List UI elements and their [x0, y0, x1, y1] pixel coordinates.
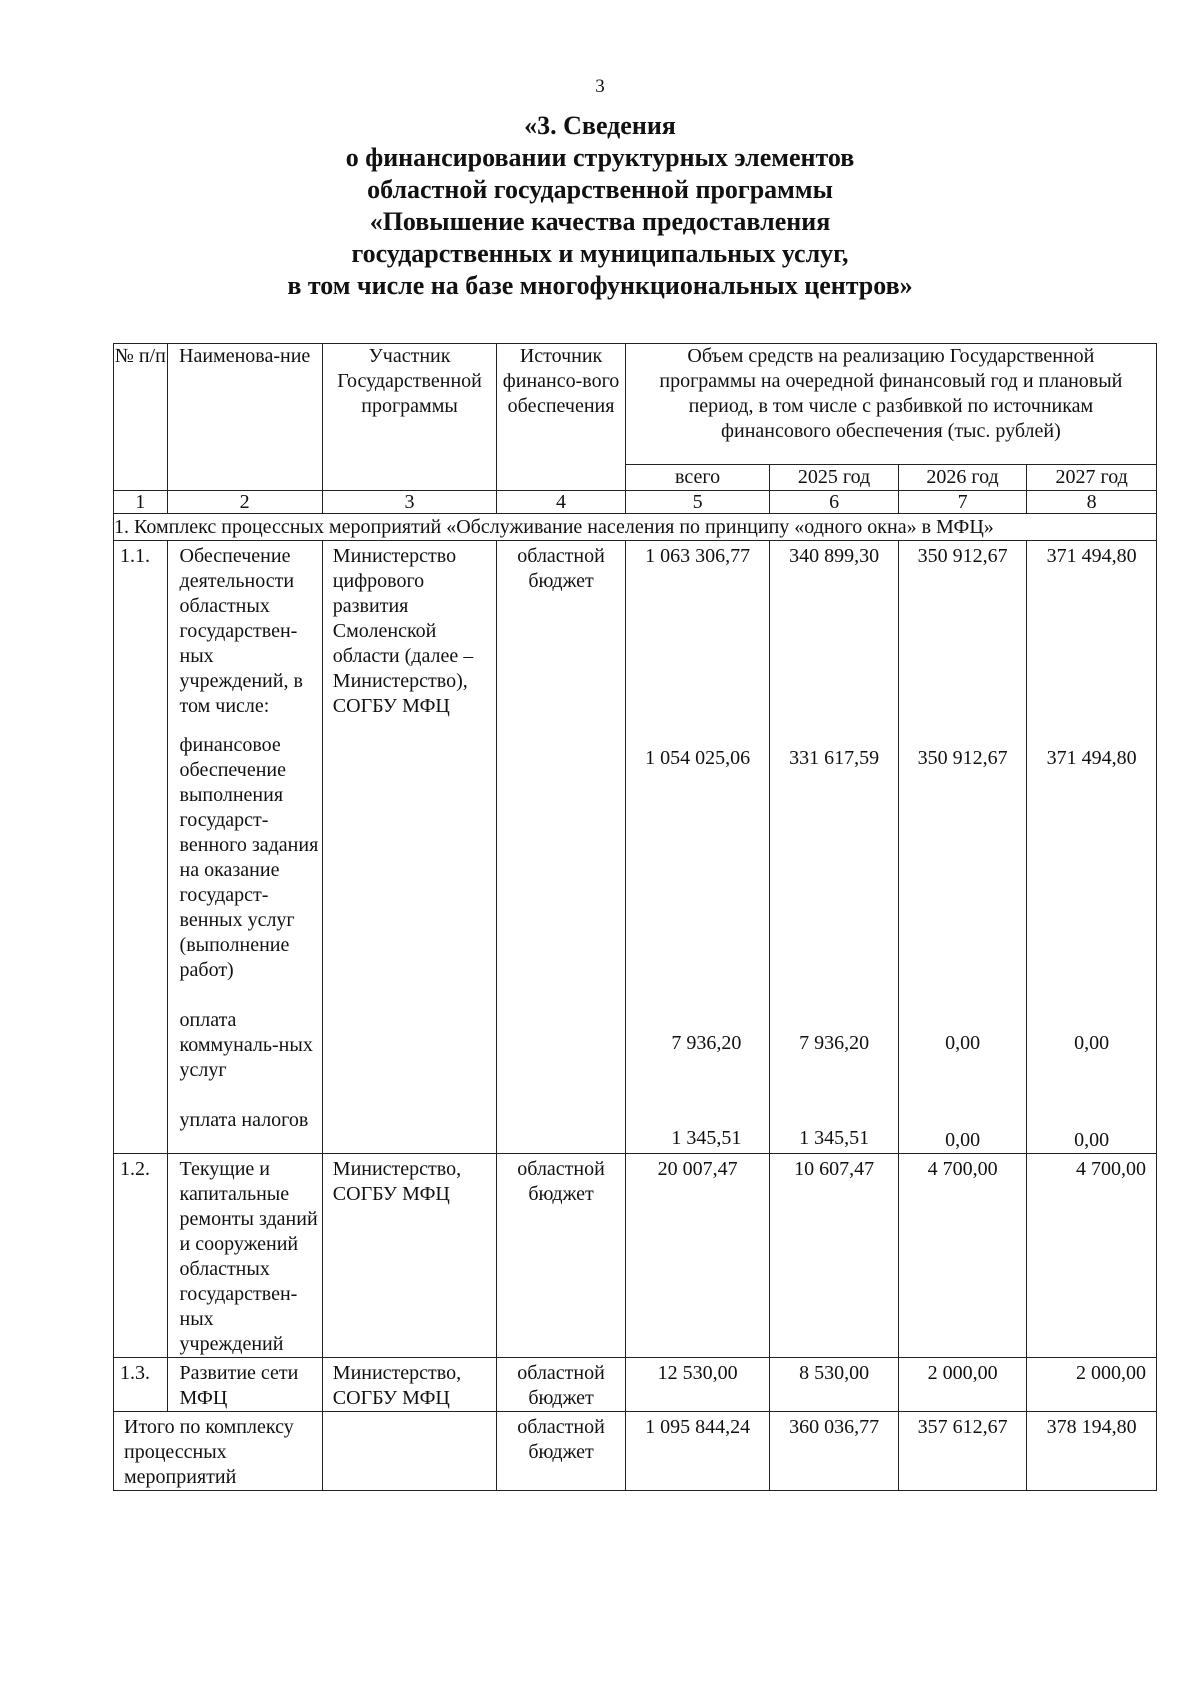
sub-2025: 7 936,20: [799, 1032, 870, 1054]
section-row: [114, 514, 1157, 541]
total-2025: 360 036,77: [770, 1412, 898, 1491]
table-row: [114, 1154, 1157, 1358]
row-2025: 340 899,30: [789, 545, 880, 567]
header-name: Наименова-ние: [167, 344, 322, 491]
row-2026: 2 000,00: [898, 1358, 1026, 1412]
sub-item-name: финансовое обеспечение выполнения государст-венного задания на оказание государст-венных услуг (выполнение работ): [179, 734, 319, 981]
sub-item-name: оплата коммуналь-ных услуг: [179, 1009, 313, 1081]
row-2027: 4 700,00: [1027, 1154, 1157, 1358]
title-line: государственных и муниципальных услуг,: [351, 239, 849, 268]
column-number: 8: [1027, 491, 1157, 514]
sub-2027: 371 494,80: [1046, 747, 1137, 769]
row-number: 1.1.: [114, 541, 168, 1154]
total-2026: 357 612,67: [898, 1412, 1026, 1491]
row-number: 1.2.: [114, 1154, 168, 1358]
row-2025-cell: [770, 541, 898, 1154]
sub-2025: 1 345,51: [799, 1127, 870, 1149]
row-name: Обеспечение деятельности областных государствен-ных учреждений, в том числе:: [179, 545, 303, 717]
row-total: 12 530,00: [625, 1358, 770, 1412]
header-participant: Участник Государственной программы: [322, 344, 497, 491]
row-2025: 8 530,00: [770, 1358, 898, 1412]
sub-2027: 0,00: [1074, 1032, 1110, 1054]
table-row: [114, 1358, 1157, 1412]
row-total: 20 007,47: [625, 1154, 770, 1358]
row-source: областной бюджет: [497, 1358, 625, 1412]
row-2025: 10 607,47: [770, 1154, 898, 1358]
column-number: 2: [167, 491, 322, 514]
title-line: «3. Сведения: [524, 111, 676, 140]
column-number: 5: [625, 491, 770, 514]
row-source: областной бюджет: [497, 1154, 625, 1358]
row-2027-cell: [1027, 541, 1157, 1154]
sub-2026: 0,00: [945, 1129, 981, 1151]
column-number-row: [114, 491, 1157, 514]
row-name: Текущие и капитальные ремонты зданий и сооружений областных государствен-ных учреждений: [167, 1154, 322, 1358]
sub-2026: 350 912,67: [917, 747, 1008, 769]
table-row: [114, 541, 1157, 1154]
title-line: областной государственной программы: [367, 175, 833, 204]
sub-item-name: уплата налогов: [179, 1109, 309, 1131]
row-total: 1 063 306,77: [645, 545, 751, 567]
column-number: 4: [497, 491, 625, 514]
header-2025: 2025 год: [770, 465, 898, 491]
document-title: [0, 110, 1200, 302]
total-2027: 378 194,80: [1027, 1412, 1157, 1491]
column-number: 1: [114, 491, 168, 514]
row-2026-cell: [898, 541, 1026, 1154]
row-name-cell: [167, 541, 322, 1154]
row-source: областной бюджет: [497, 541, 625, 1154]
total-row: [114, 1412, 1157, 1491]
title-line: о финансировании структурных элементов: [345, 143, 855, 172]
row-participant: Министерство цифрового развития Смоленской области (далее – Министерство), СОГБУ МФЦ: [322, 541, 497, 1154]
header-total: всего: [625, 465, 770, 491]
financing-table: [113, 343, 1157, 1491]
header-row: [114, 344, 1157, 465]
sub-total: 1 054 025,06: [645, 747, 751, 769]
header-volume: Объем средств на реализацию Государственной программы на очередной финансовый год и плановый период, в том числе с разбивкой по источникам финансового обеспечения (тыс. рублей): [625, 344, 1156, 465]
sub-2027: 0,00: [1074, 1129, 1110, 1151]
header-source: Источник финансо-вого обеспечения: [497, 344, 625, 491]
total-participant-empty: [322, 1412, 497, 1491]
row-name: Развитие сети МФЦ: [167, 1358, 322, 1412]
total-source: областной бюджет: [497, 1412, 625, 1491]
sub-2025: 331 617,59: [789, 747, 880, 769]
column-number: 3: [322, 491, 497, 514]
row-participant: Министерство, СОГБУ МФЦ: [322, 1358, 497, 1412]
sub-2026: 0,00: [945, 1032, 981, 1054]
column-number: 7: [898, 491, 1026, 514]
row-2027: 371 494,80: [1046, 545, 1137, 567]
header-2026: 2026 год: [898, 465, 1026, 491]
title-line: «Повышение качества предоставления: [369, 207, 831, 236]
column-number: 6: [770, 491, 898, 514]
total-total: 1 095 844,24: [625, 1412, 770, 1491]
row-total-cell: [625, 541, 770, 1154]
sub-total: 7 936,20: [671, 1032, 742, 1054]
row-2026: 350 912,67: [917, 545, 1008, 567]
header-number: № п/п: [114, 344, 168, 491]
page-number: 3: [595, 76, 605, 97]
total-label: Итого по комплексу процессных мероприятий: [114, 1412, 323, 1491]
row-2027: 2 000,00: [1027, 1358, 1157, 1412]
header-2027: 2027 год: [1027, 465, 1157, 491]
section-title: 1. Комплекс процессных мероприятий «Обслуживание населения по принципу «одного окна» в МФЦ»: [114, 514, 1157, 541]
sub-total: 1 345,51: [671, 1127, 742, 1149]
row-2026: 4 700,00: [898, 1154, 1026, 1358]
title-line: в том числе на базе многофункциональных центров»: [287, 271, 913, 300]
row-number: 1.3.: [114, 1358, 168, 1412]
row-participant: Министерство, СОГБУ МФЦ: [322, 1154, 497, 1358]
